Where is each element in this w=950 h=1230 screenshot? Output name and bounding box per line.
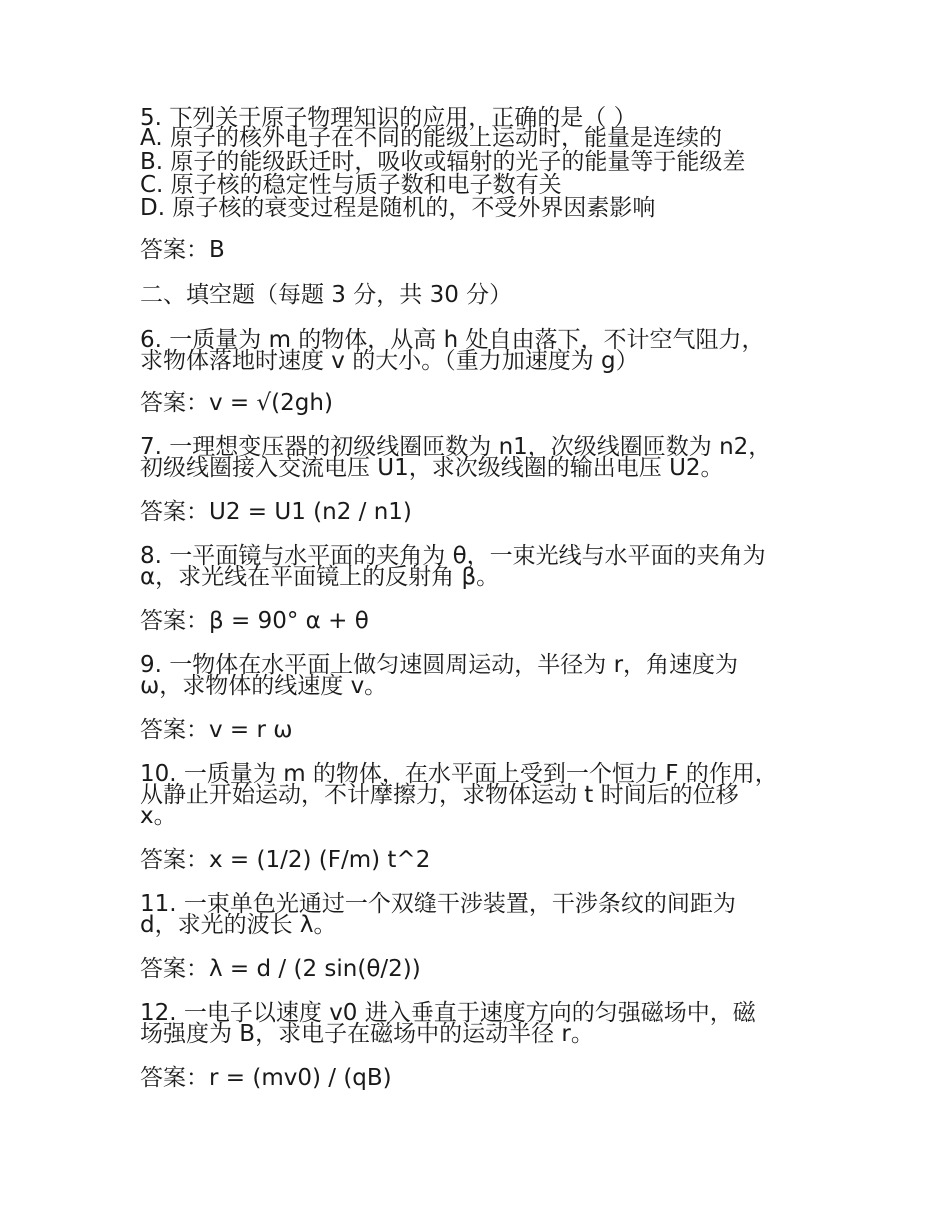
question-8-line-1: 8. 一平面镜与水平面的夹角为 θ，一束光线与水平面的夹角为 (140, 543, 766, 569)
option-a: A. 原子的核外电子在不同的能级上运动时，能量是连续的 (140, 125, 722, 151)
answer-10: 答案：x = (1/2) (F/m) t^2 (140, 847, 431, 873)
question-12-line-1: 12. 一电子以速度 v0 进入垂直于速度方向的匀强磁场中，磁 (140, 1000, 756, 1026)
question-11-line-2: d，求光的波长 λ。 (140, 912, 337, 938)
question-9-line-1: 9. 一物体在水平面上做匀速圆周运动，半径为 r，角速度为 (140, 652, 739, 678)
question-9-line-2: ω，求物体的线速度 v。 (140, 673, 388, 699)
answer-12: 答案：r = (mv0) / (qB) (140, 1065, 392, 1091)
question-10-line-3: x。 (140, 803, 177, 829)
question-6-line-1: 6. 一质量为 m 的物体，从高 h 处自由落下，不计空气阻力， (140, 327, 765, 353)
question-7-line-2: 初级线圈接入交流电压 U1，求次级线圈的输出电压 U2。 (140, 455, 724, 481)
section-title: 二、填空题（每题 3 分，共 30 分） (140, 282, 513, 308)
answer-7: 答案：U2 = U1 (n2 / n1) (140, 499, 412, 525)
answer-9: 答案：v = r ω (140, 717, 293, 743)
option-c: C. 原子核的稳定性与质子数和电子数有关 (140, 172, 562, 198)
question-stem: 5. 下列关于原子物理知识的应用，正确的是（ ） (140, 105, 637, 131)
question-7-line-1: 7. 一理想变压器的初级线圈匝数为 n1，次级线圈匝数为 n2， (140, 434, 772, 460)
question-12-line-2: 场强度为 B，求电子在磁场中的运动半径 r。 (140, 1021, 594, 1047)
option-d: D. 原子核的衰变过程是随机的，不受外界因素影响 (140, 195, 656, 221)
answer-8: 答案：β = 90° α + θ (140, 608, 369, 634)
question-6-line-2: 求物体落地时速度 v 的大小。（重力加速度为 g） (140, 348, 639, 374)
question-8-line-2: α，求光线在平面镜上的反射角 β。 (140, 564, 500, 590)
answer-6: 答案：v = √(2gh) (140, 390, 333, 416)
question-11-line-1: 11. 一束单色光通过一个双缝干涉装置，干涉条纹的间距为 (140, 891, 736, 917)
option-b: B. 原子的能级跃迁时，吸收或辐射的光子的能量等于能级差 (140, 149, 746, 175)
answer-5: 答案：B (140, 237, 225, 263)
answer-11: 答案：λ = d / (2 sin(θ/2)) (140, 956, 421, 982)
question-10-line-1: 10. 一质量为 m 的物体，在水平面上受到一个恒力 F 的作用， (140, 761, 778, 787)
question-10-line-2: 从静止开始运动，不计摩擦力，求物体运动 t 时间后的位移 (140, 782, 739, 808)
